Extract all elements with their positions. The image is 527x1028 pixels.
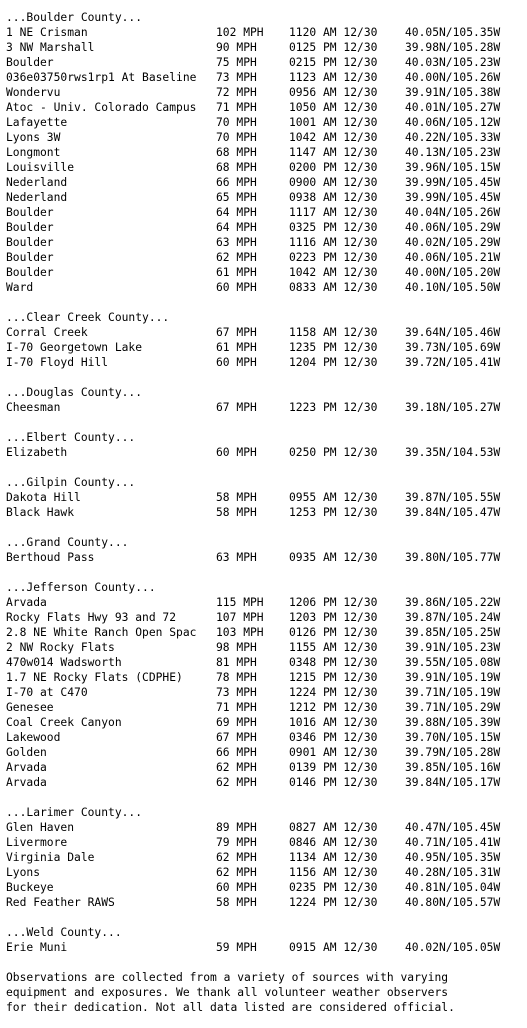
observation-row [6,325,527,340]
observation-time: 0125 PM 12/30 [289,41,378,54]
wind-speed: 64 MPH [216,206,257,219]
observation-time: 1253 PM 12/30 [289,506,378,519]
station-location: Lyons [6,866,41,879]
observation-time: 0833 AM 12/30 [289,281,378,294]
wind-speed: 61 MPH [216,266,257,279]
wind-speed: 71 MPH [216,101,257,114]
observation-time: 1223 PM 12/30 [289,401,378,414]
observation-time: 0215 PM 12/30 [289,56,378,69]
station-coordinates: 39.84N/105.47W [405,506,501,519]
wind-speed: 65 MPH [216,191,257,204]
county-header: ...Boulder County... [6,11,143,24]
station-location: I-70 at C470 [6,686,88,699]
station-coordinates: 40.00N/105.20W [405,266,501,279]
observation-time: 1158 AM 12/30 [289,326,378,339]
station-location: Livermore [6,836,68,849]
observation-time: 1001 AM 12/30 [289,116,378,129]
observation-time: 1235 PM 12/30 [289,341,378,354]
station-location: Elizabeth [6,446,68,459]
section-spacer [6,295,527,310]
wind-speed: 68 MPH [216,146,257,159]
station-location: Arvada [6,596,47,609]
wind-speed: 60 MPH [216,446,257,459]
county-section [6,925,527,955]
observation-row [6,115,527,130]
station-coordinates: 39.86N/105.22W [405,596,501,609]
observation-row [6,715,527,730]
observation-row [6,130,527,145]
station-coordinates: 39.71N/105.29W [405,701,501,714]
observation-time: 0915 AM 12/30 [289,941,378,954]
wind-speed: 62 MPH [216,251,257,264]
observation-time: 0956 AM 12/30 [289,86,378,99]
station-location: 036e03750rws1rp1 At Baseline [6,71,197,84]
station-coordinates: 40.81N/105.04W [405,881,501,894]
observation-row [6,865,527,880]
station-location: Boulder [6,206,54,219]
section-spacer [6,565,527,580]
observation-row [6,760,527,775]
observation-time: 1147 AM 12/30 [289,146,378,159]
section-spacer [6,520,527,535]
county-header: ...Grand County... [6,536,129,549]
wind-speed: 60 MPH [216,281,257,294]
observation-row [6,775,527,790]
wind-speed: 63 MPH [216,551,257,564]
observation-time: 1120 AM 12/30 [289,26,378,39]
county-section [6,430,527,460]
station-coordinates: 40.47N/105.45W [405,821,501,834]
wind-speed: 115 MPH [216,596,264,609]
section-spacer [6,370,527,385]
observation-time: 0139 PM 12/30 [289,761,378,774]
station-coordinates: 39.91N/105.23W [405,641,501,654]
observation-row [6,85,527,100]
station-coordinates: 39.99N/105.45W [405,191,501,204]
station-location: Nederland [6,191,68,204]
station-coordinates: 39.55N/105.08W [405,656,501,669]
wind-speed: 72 MPH [216,86,257,99]
station-location: Louisville [6,161,75,174]
county-header: ...Jefferson County... [6,581,156,594]
county-section [6,310,527,370]
station-location: Lafayette [6,116,68,129]
observation-row [6,490,527,505]
observation-time: 0126 PM 12/30 [289,626,378,639]
observation-row [6,280,527,295]
station-coordinates: 40.05N/105.35W [405,26,501,39]
section-spacer [6,910,527,925]
station-location: Coal Creek Canyon [6,716,122,729]
station-location: Wondervu [6,86,61,99]
station-coordinates: 40.06N/105.21W [405,251,501,264]
station-coordinates: 39.98N/105.28W [405,41,501,54]
observation-row [6,505,527,520]
station-coordinates: 40.02N/105.05W [405,941,501,954]
station-location: Nederland [6,176,68,189]
station-coordinates: 39.35N/104.53W [405,446,501,459]
observation-time: 1206 PM 12/30 [289,596,378,609]
station-coordinates: 40.04N/105.26W [405,206,501,219]
station-location: Boulder [6,251,54,264]
wind-speed: 61 MPH [216,341,257,354]
station-coordinates: 40.03N/105.23W [405,56,501,69]
section-spacer [6,790,527,805]
observation-time: 1117 AM 12/30 [289,206,378,219]
observation-time: 0827 AM 12/30 [289,821,378,834]
station-coordinates: 40.71N/105.41W [405,836,501,849]
observation-row [6,250,527,265]
observation-time: 0200 PM 12/30 [289,161,378,174]
station-location: Berthoud Pass [6,551,95,564]
observation-time: 1155 AM 12/30 [289,641,378,654]
wind-speed: 102 MPH [216,26,264,39]
observation-row [6,25,527,40]
county-section [6,535,527,565]
observation-row [6,40,527,55]
station-coordinates: 40.00N/105.26W [405,71,501,84]
observation-row [6,445,527,460]
station-coordinates: 40.13N/105.23W [405,146,501,159]
station-location: Glen Haven [6,821,75,834]
wind-speed: 58 MPH [216,491,257,504]
observation-row [6,595,527,610]
station-location: Buckeye [6,881,54,894]
county-section [6,475,527,520]
observation-row [6,550,527,565]
observation-time: 0348 PM 12/30 [289,656,378,669]
station-location: Boulder [6,236,54,249]
station-coordinates: 40.10N/105.50W [405,281,501,294]
observation-time: 1016 AM 12/30 [289,716,378,729]
station-coordinates: 40.95N/105.35W [405,851,501,864]
observation-row [6,700,527,715]
station-location: Erie Muni [6,941,68,954]
observation-time: 0938 AM 12/30 [289,191,378,204]
observation-row [6,685,527,700]
county-header: ...Elbert County... [6,431,136,444]
observation-row [6,70,527,85]
station-location: Atoc - Univ. Colorado Campus [6,101,197,114]
wind-speed: 60 MPH [216,356,257,369]
observation-row [6,745,527,760]
observation-row [6,655,527,670]
observation-row [6,340,527,355]
wind-speed: 79 MPH [216,836,257,849]
station-coordinates: 39.87N/105.24W [405,611,501,624]
station-coordinates: 39.70N/105.15W [405,731,501,744]
station-coordinates: 39.85N/105.16W [405,761,501,774]
wind-speed: 58 MPH [216,506,257,519]
station-coordinates: 40.80N/105.57W [405,896,501,909]
station-coordinates: 39.99N/105.45W [405,176,501,189]
observation-row [6,895,527,910]
observation-row [6,145,527,160]
observation-time: 0846 AM 12/30 [289,836,378,849]
wind-speed: 67 MPH [216,326,257,339]
observation-row [6,220,527,235]
wind-speed: 63 MPH [216,236,257,249]
observation-row [6,880,527,895]
county-list [6,10,527,955]
wind-speed: 81 MPH [216,656,257,669]
wind-speed: 62 MPH [216,851,257,864]
section-spacer [6,415,527,430]
observation-row [6,205,527,220]
wind-speed: 71 MPH [216,701,257,714]
observation-time: 0935 AM 12/30 [289,551,378,564]
station-coordinates: 39.73N/105.69W [405,341,501,354]
station-location: 1.7 NE Rocky Flats (CDPHE) [6,671,183,684]
observation-row [6,610,527,625]
observation-row [6,265,527,280]
observation-time: 0325 PM 12/30 [289,221,378,234]
observation-row [6,400,527,415]
county-section [6,10,527,295]
wind-speed: 90 MPH [216,41,257,54]
station-location: Corral Creek [6,326,88,339]
observation-row [6,190,527,205]
county-section [6,385,527,415]
county-header: ...Weld County... [6,926,122,939]
observation-time: 0346 PM 12/30 [289,731,378,744]
station-location: 1 NE Crisman [6,26,88,39]
station-coordinates: 40.28N/105.31W [405,866,501,879]
station-location: 3 NW Marshall [6,41,95,54]
station-coordinates: 40.22N/105.33W [405,131,501,144]
station-location: Ward [6,281,34,294]
station-location: 2 NW Rocky Flats [6,641,115,654]
observation-time: 1116 AM 12/30 [289,236,378,249]
county-section [6,580,527,790]
station-coordinates: 40.06N/105.29W [405,221,501,234]
observation-time: 0235 PM 12/30 [289,881,378,894]
observation-time: 1156 AM 12/30 [289,866,378,879]
observation-row [6,940,527,955]
observation-row [6,640,527,655]
station-location: Cheesman [6,401,61,414]
station-coordinates: 39.72N/105.41W [405,356,501,369]
wind-speed: 98 MPH [216,641,257,654]
station-location: I-70 Floyd Hill [6,356,109,369]
station-location: Arvada [6,776,47,789]
observation-row [6,670,527,685]
station-coordinates: 39.91N/105.19W [405,671,501,684]
wind-speed: 66 MPH [216,746,257,759]
station-location: Virginia Dale [6,851,95,864]
observation-time: 0900 AM 12/30 [289,176,378,189]
station-location: Boulder [6,266,54,279]
station-coordinates: 39.80N/105.77W [405,551,501,564]
station-coordinates: 39.88N/105.39W [405,716,501,729]
observation-time: 1050 AM 12/30 [289,101,378,114]
observation-row [6,100,527,115]
station-coordinates: 40.06N/105.12W [405,116,501,129]
wind-speed: 62 MPH [216,776,257,789]
observation-time: 1203 PM 12/30 [289,611,378,624]
wind-speed: 67 MPH [216,401,257,414]
observation-row [6,55,527,70]
wind-speed: 103 MPH [216,626,264,639]
wind-speed: 70 MPH [216,116,257,129]
observation-row [6,730,527,745]
wind-speed: 73 MPH [216,686,257,699]
station-coordinates: 39.84N/105.17W [405,776,501,789]
observation-time: 0955 AM 12/30 [289,491,378,504]
wind-speed: 64 MPH [216,221,257,234]
station-location: Arvada [6,761,47,774]
observation-row [6,835,527,850]
observation-time: 1224 PM 12/30 [289,896,378,909]
station-location: 2.8 NE White Ranch Open Spac [6,626,197,639]
wind-speed: 58 MPH [216,896,257,909]
observation-row [6,175,527,190]
observation-time: 1134 AM 12/30 [289,851,378,864]
observation-row [6,820,527,835]
station-coordinates: 39.79N/105.28W [405,746,501,759]
station-location: Genesee [6,701,54,714]
station-location: Golden [6,746,47,759]
station-coordinates: 39.85N/105.25W [405,626,501,639]
observation-time: 1042 AM 12/30 [289,266,378,279]
station-location: Lakewood [6,731,61,744]
wind-speed: 59 MPH [216,941,257,954]
observation-row [6,850,527,865]
observation-time: 0901 AM 12/30 [289,746,378,759]
observation-time: 1042 AM 12/30 [289,131,378,144]
wind-speed: 66 MPH [216,176,257,189]
county-header: ...Douglas County... [6,386,143,399]
station-coordinates: 39.91N/105.38W [405,86,501,99]
observation-time: 0223 PM 12/30 [289,251,378,264]
observation-time: 1204 PM 12/30 [289,356,378,369]
wind-speed: 68 MPH [216,161,257,174]
station-coordinates: 40.01N/105.27W [405,101,501,114]
observation-time: 1215 PM 12/30 [289,671,378,684]
station-location: Boulder [6,56,54,69]
station-location: 470w014 Wadsworth [6,656,122,669]
observation-time: 0146 PM 12/30 [289,776,378,789]
station-location: Lyons 3W [6,131,61,144]
observation-time: 1224 PM 12/30 [289,686,378,699]
station-location: Black Hawk [6,506,75,519]
observation-row [6,235,527,250]
observation-time: 1212 PM 12/30 [289,701,378,714]
wind-speed: 60 MPH [216,881,257,894]
county-header: ...Larimer County... [6,806,143,819]
observation-row [6,160,527,175]
station-location: Longmont [6,146,61,159]
county-header: ...Gilpin County... [6,476,136,489]
station-location: Dakota Hill [6,491,81,504]
wind-speed: 89 MPH [216,821,257,834]
observation-row [6,625,527,640]
wind-speed: 62 MPH [216,866,257,879]
wind-speed: 69 MPH [216,716,257,729]
wind-speed: 73 MPH [216,71,257,84]
wind-speed: 107 MPH [216,611,264,624]
observation-time: 0250 PM 12/30 [289,446,378,459]
station-location: Red Feather RAWS [6,896,115,909]
observation-time: 1123 AM 12/30 [289,71,378,84]
observation-row [6,355,527,370]
section-spacer [6,460,527,475]
station-location: Boulder [6,221,54,234]
report-footer: Observations are collected from a variety of sources with varying equipment and exposures. We thank all volunteer weather observers for their dedication. Not all data listed are considered official. [6,971,455,1014]
station-coordinates: 39.87N/105.55W [405,491,501,504]
county-section [6,805,527,910]
station-coordinates: 39.64N/105.46W [405,326,501,339]
station-location: I-70 Georgetown Lake [6,341,143,354]
station-coordinates: 39.71N/105.19W [405,686,501,699]
wind-speed: 62 MPH [216,761,257,774]
wind-speed: 78 MPH [216,671,257,684]
station-coordinates: 39.96N/105.15W [405,161,501,174]
station-coordinates: 39.18N/105.27W [405,401,501,414]
station-coordinates: 40.02N/105.29W [405,236,501,249]
wind-speed: 67 MPH [216,731,257,744]
county-header: ...Clear Creek County... [6,311,170,324]
wind-speed: 75 MPH [216,56,257,69]
station-location: Rocky Flats Hwy 93 and 72 [6,611,177,624]
wind-speed: 70 MPH [216,131,257,144]
